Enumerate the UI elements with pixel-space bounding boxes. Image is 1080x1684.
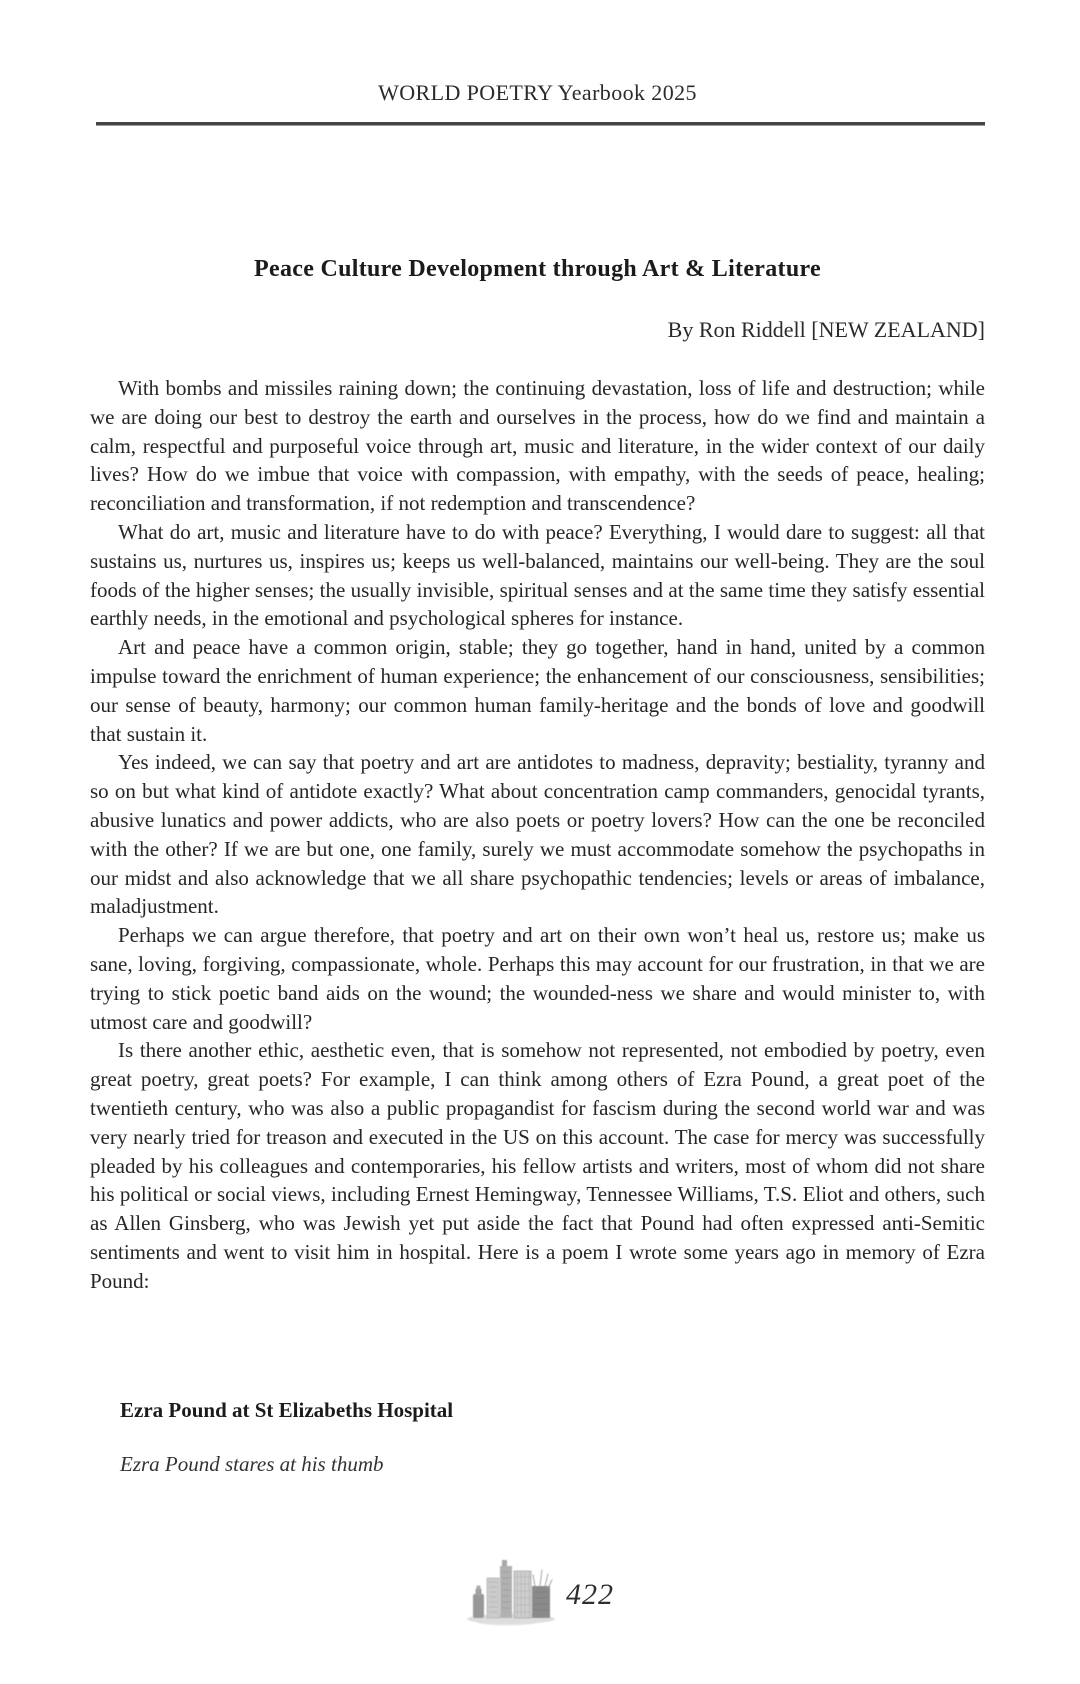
byline: By Ron Riddell [NEW ZEALAND] <box>667 317 985 342</box>
running-head: WORLD POETRY Yearbook 2025 <box>378 80 697 105</box>
article-body <box>90 374 985 1296</box>
paragraph: With bombs and missiles raining down; the continuing devastation, loss of life and destruction; while we are doing our best to destroy the earth and ourselves in the process, how do we find and maintain a calm, respectful and purposeful voice through art, music and literature, in the wider context of our daily lives? How do we imbue that voice with compassion, with empathy, with the seeds of peace, healing; reconciliation and transformation, if not redemption and transcendence? <box>90 376 985 516</box>
paragraph: Yes indeed, we can say that poetry and art are antidotes to madness, depravity; bestiality, tyranny and so on but what kind of antidote exactly? What about concentration camp commanders, genocidal tyrants, abusive lunatics and power addicts, who are also poets or poetry lovers? How can the one be reconciled with the other? If we are but one, one family, surely we must accommodate somehow the psychopaths in our midst and also acknowledge that we all share psychopathic tendencies; levels or areas of imbalance, maladjustment. <box>90 750 985 919</box>
article-title: Peace Culture Development through Art & Literature <box>254 256 821 282</box>
paragraph: Is there another ethic, aesthetic even, that is somehow not represented, not embodied by poetry, even great poetry, great poets? For example, I can think among others of Ezra Pound, a great poet of the twentieth century, who was also a public propagandist for fascism during the second world war and was very nearly tried for treason and executed in the US on this account. The case for mercy was successfully pleaded by his colleagues and contemporaries, his fellow artists and writers, most of whom did not share his political or social views, including Ernest Hemingway, Tennessee Williams, T.S. Eliot and others, such as Allen Ginsberg, who was Jewish yet put aside the fact that Pound had often expressed anti-Semitic sentiments and went to visit him in hospital. Here is a poem I wrote some years ago in memory of Ezra Pound: <box>90 1038 985 1293</box>
header-rule <box>96 122 985 126</box>
city-skyline-icon <box>461 1548 561 1628</box>
paragraph: Art and peace have a common origin, stable; they go together, hand in hand, united by a common impulse toward the enrichment of human experience; the enhancement of our consciousness, sensibilities; our sense of beauty, harmony; our common human family-heritage and the bonds of love and goodwill that sustain it. <box>90 635 985 746</box>
paragraph: Perhaps we can argue therefore, that poetry and art on their own won’t heal us, restore us; make us sane, loving, forgiving, compassionate, whole. Perhaps this may account for our frustration, in that we are trying to stick poetic band aids on the wound; the wounded-ness we share and would minister to, with utmost care and goodwill? <box>90 923 985 1034</box>
page-footer <box>90 1548 985 1628</box>
poem-title: Ezra Pound at St Elizabeths Hospital <box>120 1398 454 1422</box>
paragraph: What do art, music and literature have to do with peace? Everything, I would dare to suggest: all that sustains us, nurtures us, inspires us; keeps us well-balanced, maintains our well-being. They are the soul foods of the higher senses; the usually invisible, spiritual senses and at the same time they satisfy essential earthly needs, in the emotional and psychological spheres for instance. <box>90 519 985 631</box>
poem-first-line: Ezra Pound stares at his thumb <box>120 1452 384 1476</box>
page-number: 422 <box>566 1578 614 1611</box>
